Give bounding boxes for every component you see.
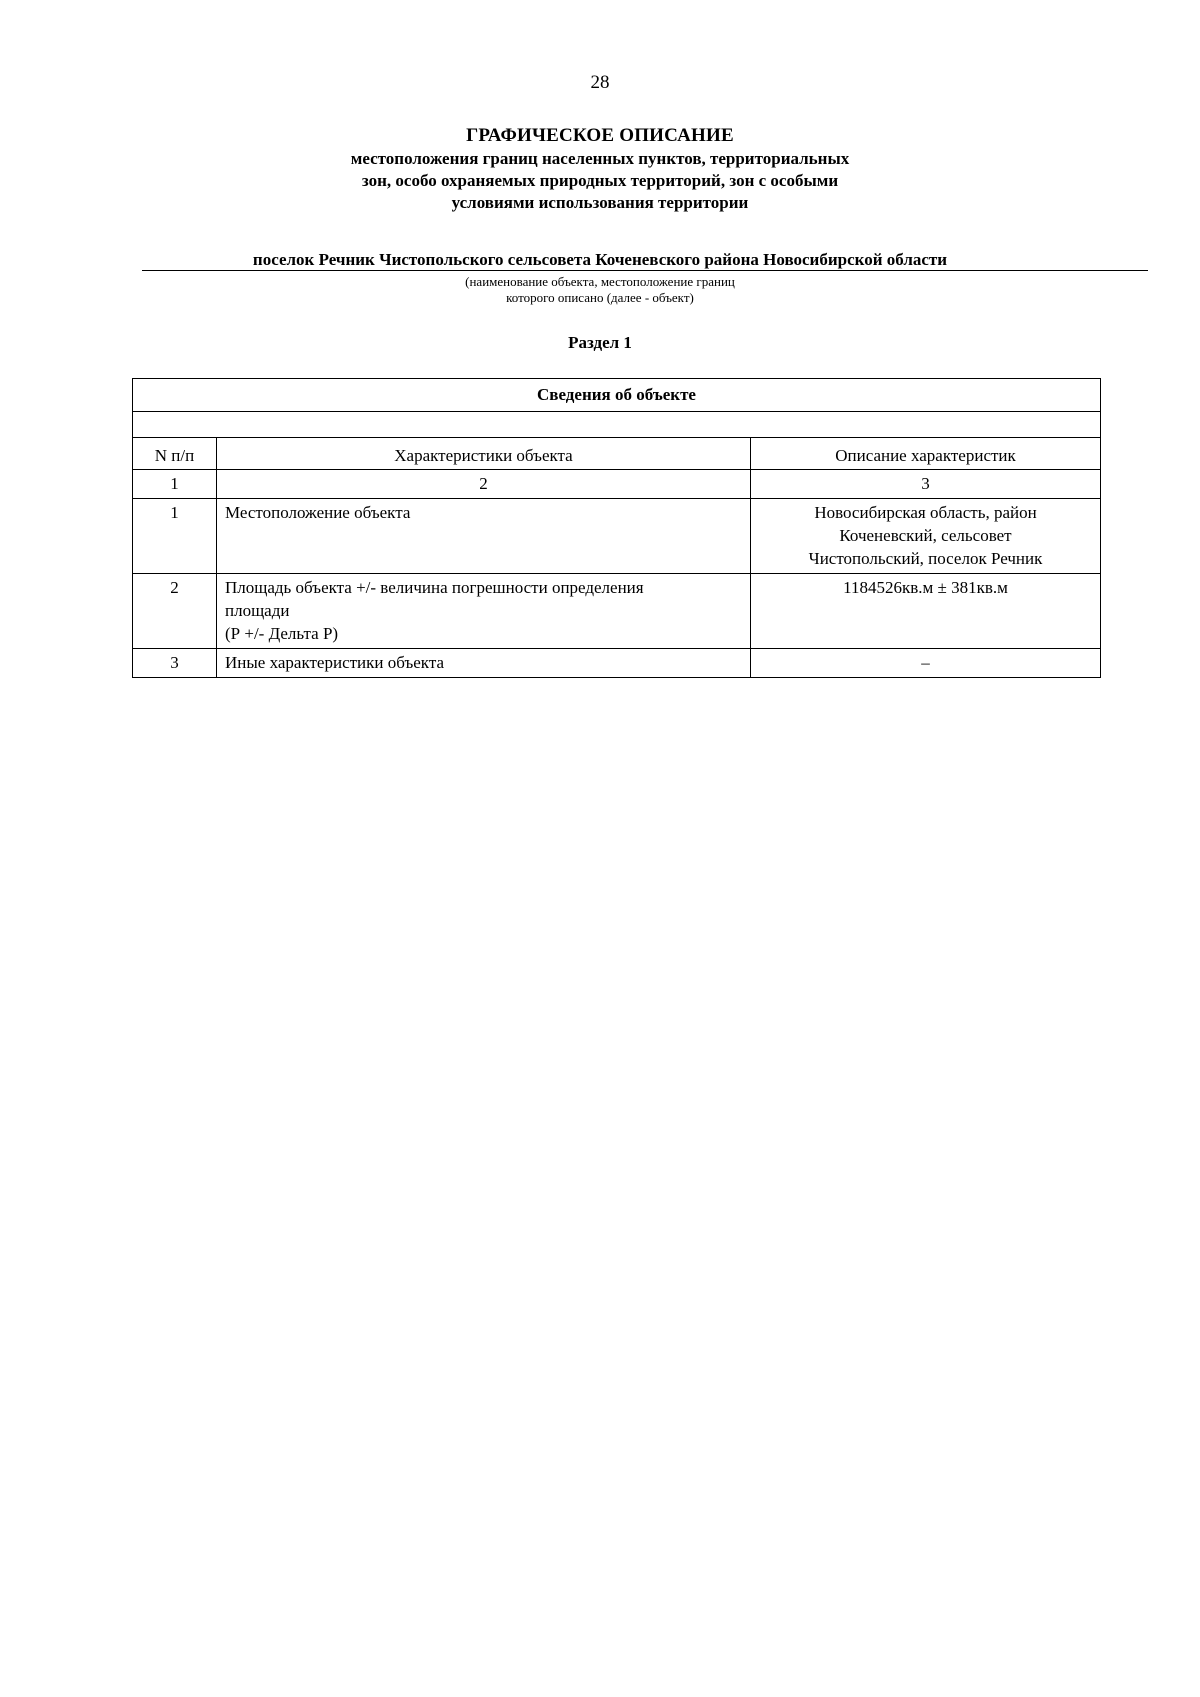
table-row (133, 649, 1101, 678)
table-column-number-row (133, 470, 1101, 499)
row-num: 3 (133, 649, 217, 678)
table-row (133, 499, 1101, 574)
row-description: Новосибирская область, район Коченевский, сельсовет Чистопольский, поселок Речник (751, 499, 1101, 574)
column-number-1: 1 (133, 470, 217, 499)
table-header-row (133, 438, 1101, 470)
header-characteristic: Характеристики объекта (217, 438, 751, 470)
object-caption (0, 274, 1200, 306)
object-info-table (132, 378, 1101, 678)
document-subtitle-line-1: местоположения границ населенных пунктов, территориальных (350, 149, 850, 168)
row-characteristic: Иные характеристики объекта (217, 649, 751, 678)
table-caption: Сведения об объекте (133, 379, 1101, 412)
object-caption-line-1: (наименование объекта, местоположение границ (465, 274, 735, 289)
table-spacer-cell (133, 412, 1101, 438)
page-number: 28 (590, 72, 610, 93)
table-spacer-row (133, 412, 1101, 438)
document-title: ГРАФИЧЕСКОЕ ОПИСАНИЕ (466, 125, 734, 146)
document-subtitle-line-2: зон, особо охраняемых природных территорий, зон с особыми (361, 171, 839, 190)
table-caption-row (133, 379, 1101, 412)
object-name-underline (142, 270, 1148, 271)
row-description: 1184526кв.м ± 381кв.м (751, 574, 1101, 649)
row-num: 2 (133, 574, 217, 649)
row-description: – (751, 649, 1101, 678)
object-caption-line-2: которого описано (далее - объект) (506, 290, 694, 305)
column-number-3: 3 (751, 470, 1101, 499)
row-characteristic: Площадь объекта +/- величина погрешности определения площади (Р +/- Дельта Р) (217, 574, 751, 649)
document-title-block (0, 124, 1200, 214)
row-characteristic: Местоположение объекта (217, 499, 751, 574)
header-num: N п/п (133, 438, 217, 470)
header-description: Описание характеристик (751, 438, 1101, 470)
document-subtitle-line-3: условиями использования территории (451, 193, 749, 212)
column-number-2: 2 (217, 470, 751, 499)
row-num: 1 (133, 499, 217, 574)
table-row (133, 574, 1101, 649)
object-name: поселок Речник Чистопольского сельсовета Коченевского района Новосибирской области (252, 250, 948, 269)
section-title: Раздел 1 (568, 333, 632, 352)
